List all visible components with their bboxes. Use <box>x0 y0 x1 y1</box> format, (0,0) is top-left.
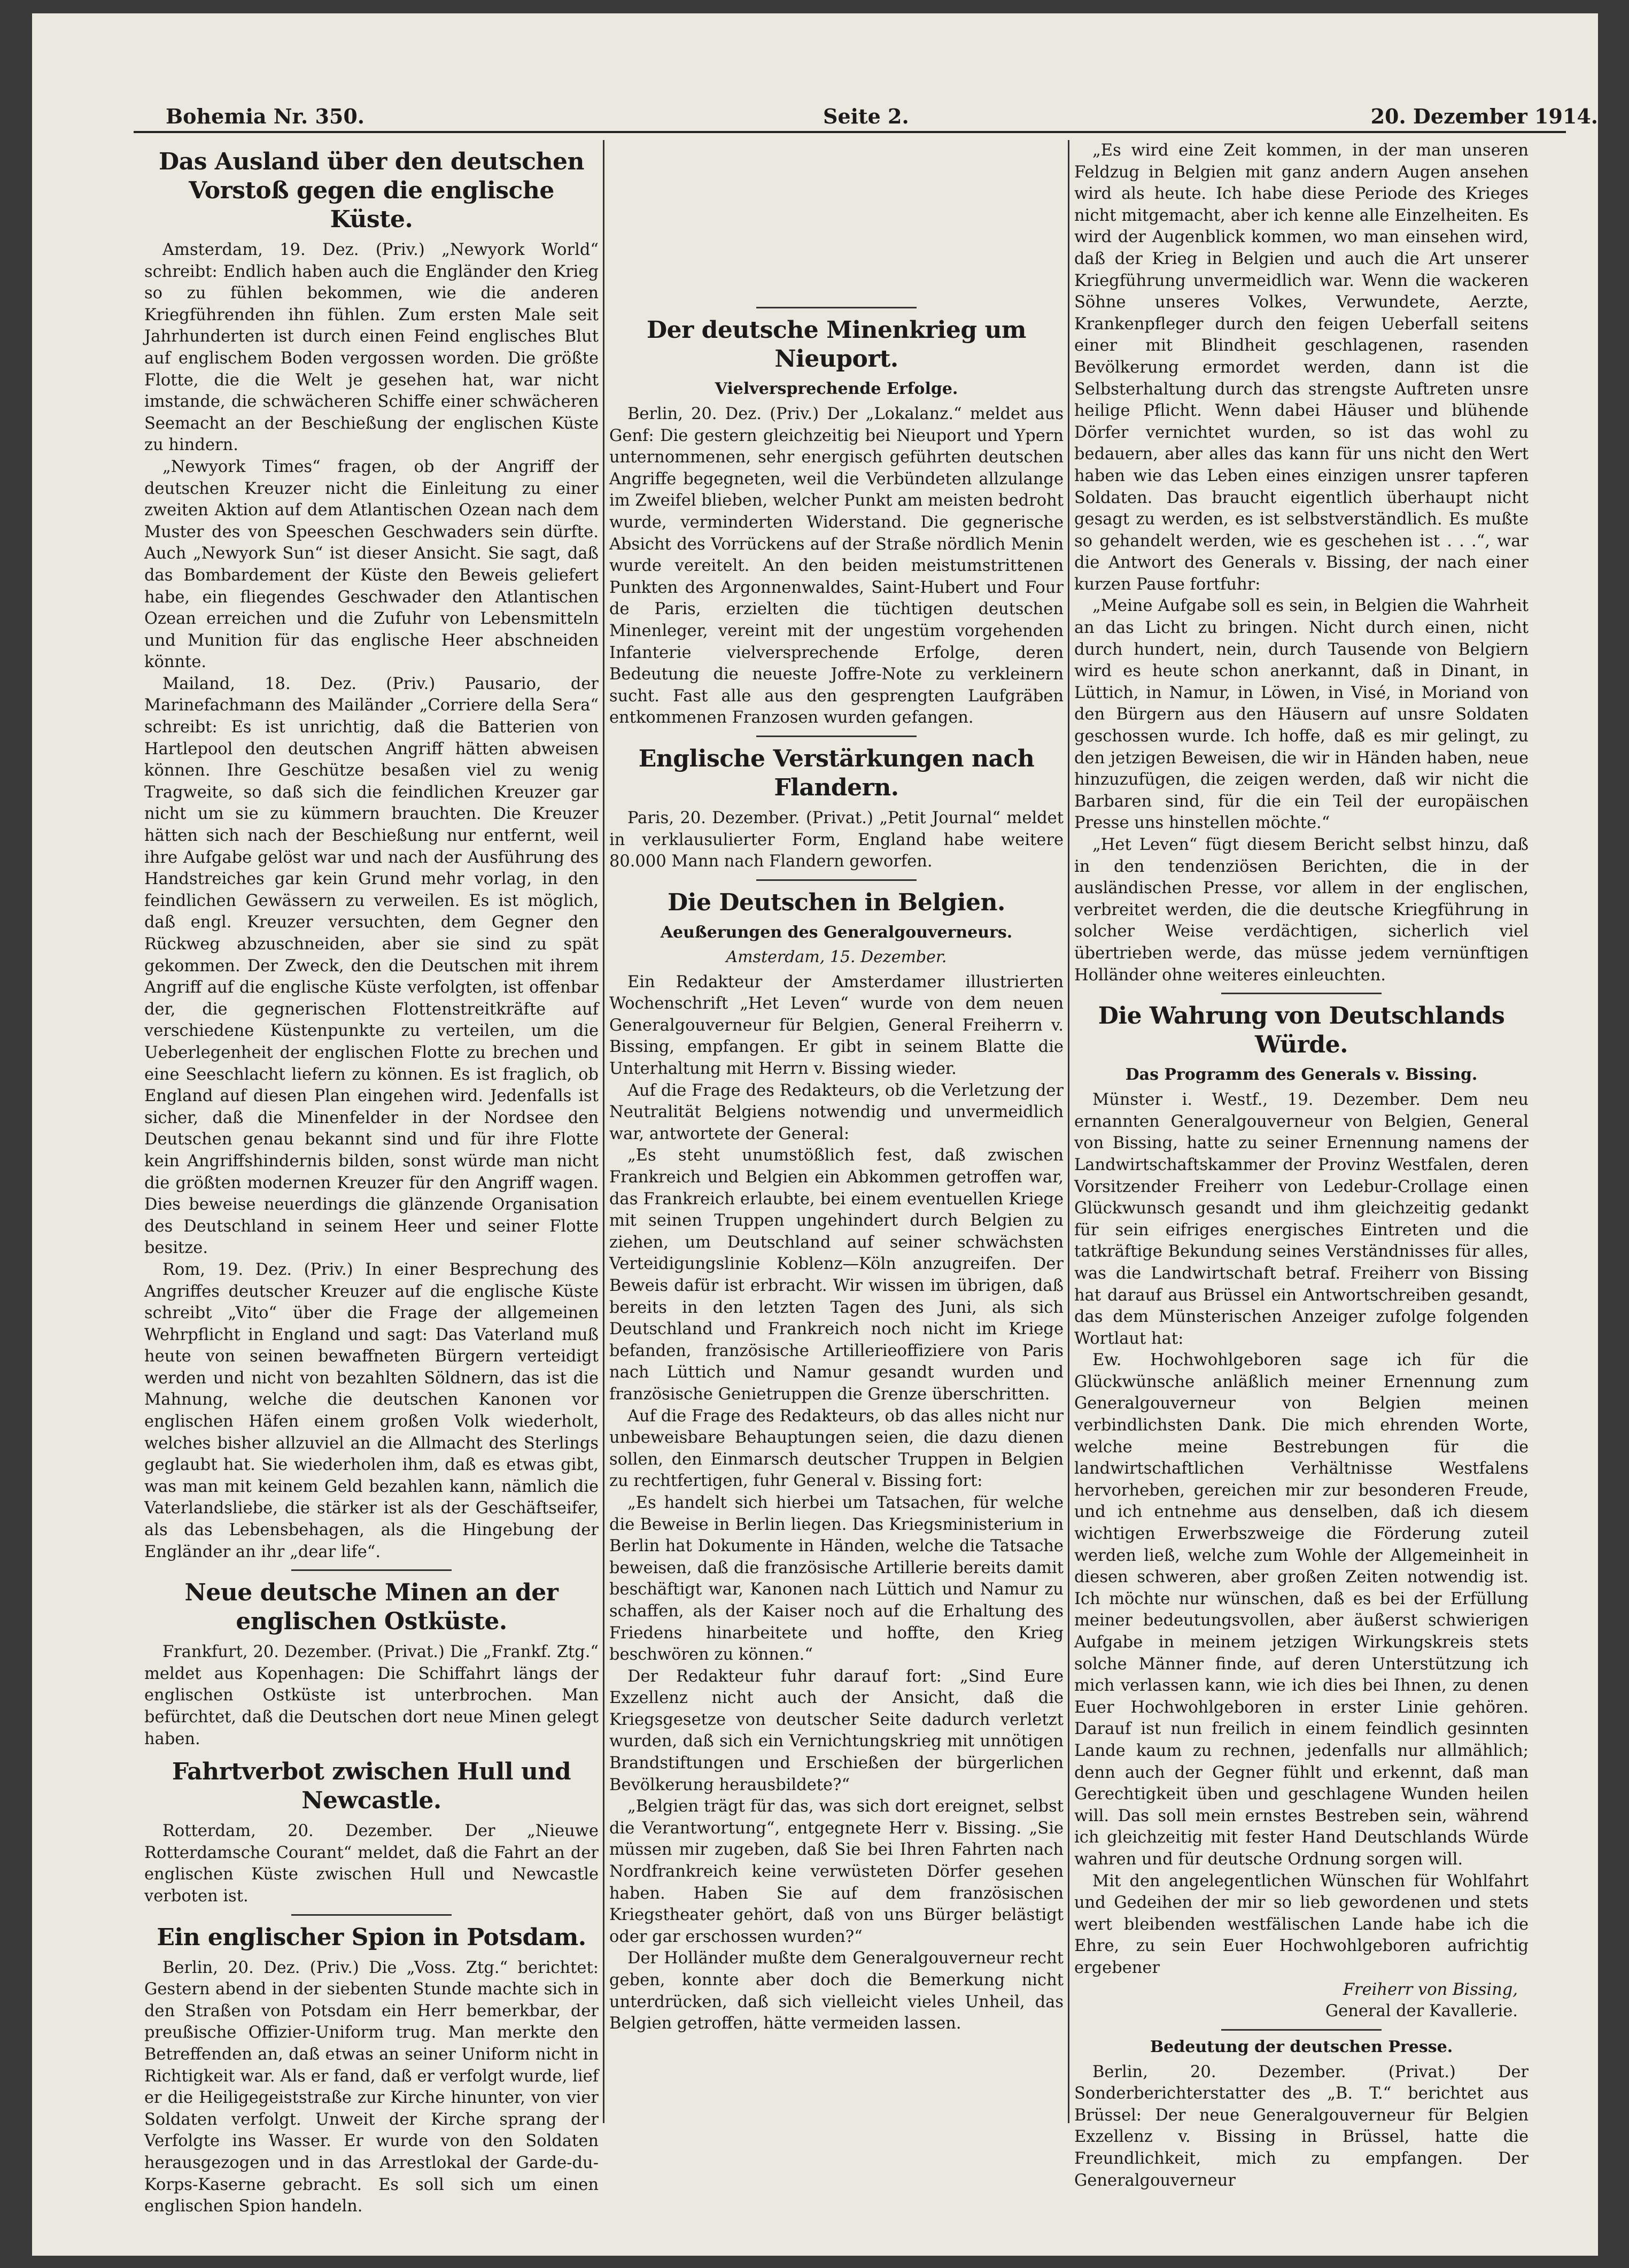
signature-name: Freiherr von Bissing, <box>1343 1980 1518 1999</box>
column-separator <box>1068 140 1069 2123</box>
divider <box>291 1569 452 1571</box>
paragraph: Berlin, 20. Dezember. (Privat.) Der Sonderberichterstatter des „B. T.“ berichtet aus Brüssel: Der neue Generalgouverneur für Belgien Exzellenz v. Bissing in Brüssel, hatte die Freundlichkeit, mich zu empfangen. Der Generalgouverneur <box>1074 2062 1529 2190</box>
headline-fahrtverbot: Fahrtverbot zwischen Hull und Newcastle. <box>172 1758 571 1815</box>
paragraph: Rotterdam, 20. Dezember. Der „Nieuwe Rotterdamsche Courant“ meldet, daß die Fahrt an der englischen Küste zwischen Hull und Newcastle verboten ist. <box>144 1822 599 1906</box>
header-issue: Bohemia Nr. 350. <box>166 104 365 128</box>
paragraph: „Meine Aufgabe soll es sein, in Belgien die Wahrheit an das Licht zu bringen. Nicht durch einen, nicht durch hundert, nein, durch Tausende von Belgiern wird es heute schon anerkannt, daß in Dinant, in Lüttich, in Namur, in Löwen, in Visé, in Moriand von den Bürgern aus den Häusern auf unsre Soldaten geschossen wurde. Ich hoffe, daß es mir gelingt, zu den jetzigen Beweisen, die wir in Händen haben, neue hinzuzufügen, die zeigen werden, daß wir nicht die Barbaren sind, für die ein Teil der europäischen Presse uns hinstellen möchte.“ <box>1074 597 1529 833</box>
paragraph: „Es handelt sich hierbei um Tatsachen, für welche die Beweise in Berlin liegen. Das Kriegsministerium in Berlin hat Dokumente in Händen, welche die Tatsache beweisen, daß die französische Artillerie bereits damit beschäftigt war, Kanonen nach Lüttich und Namur zu schaffen, als der Kaiser noch auf die Erhaltung des Friedens hinarbeitete und hoffte, den Krieg beschwören zu können.“ <box>609 1493 1064 1665</box>
headline-belgien: Die Deutschen in Belgien. <box>668 888 1005 916</box>
divider <box>1221 2029 1382 2031</box>
paragraph: „Newyork Times“ fragen, ob der Angriff der deutschen Kreuzer nicht die Einleitung zu einer zweiten Aktion auf dem Atlantischen Ozean nach dem Muster des von Speeschen Geschwaders sein dürfte. Auch „Newyork Sun“ ist dieser Ansicht. Sie sagt, daß das Bombardement der Küste den Beweis geliefert habe, ein fliegendes Geschwader den Atlantischen Ozean erreichen und die Zufuhr von Lebensmitteln und Munition für das englische Heer abschneiden könnte. <box>144 457 599 672</box>
paragraph: Ein Redakteur der Amsterdamer illustrierten Wochenschrift „Het Leven“ wurde von dem neuen Generalgouverneur für Belgien, General Freiherrn v. Bissing, empfangen. Er gibt in seinem Blatte die Unterhaltung mit Herrn v. Bissing wieder. <box>609 972 1064 1079</box>
spion-continuation-space <box>609 140 1064 300</box>
subheadline: Das Programm des Generals v. Bissing. <box>1125 1065 1478 1085</box>
paragraph: Mailand, 18. Dez. (Priv.) Pausario, der Marinefachmann des Mailänder „Corriere della Sera“ schreibt: Es ist unrichtig, daß die Batterien von Hartlepool den deutschen Angriff hätten abweisen können. Ihre Geschütze besaßen viel zu wenig Tragweite, so daß sich die feindlichen Kreuzer gar nicht um sie zu kümmern brauchten. Die Kreuzer hätten sich nach der Beschießung nur entfernt, weil ihre Aufgabe gelöst war und nach der Ausführung des Handstreiches gar kein Grund mehr vorlag, in den feindlichen Gewässern zu verweilen. Es ist möglich, daß engl. Kreuzer versuchten, dem Gegner den Rückweg abzuschneiden, aber sie sind zu spät gekommen. Der Zweck, den die Deutschen mit ihrem Angriff auf die englische Küste verfolgten, ist offenbar der, die gegnerischen Flottenstreitkräfte auf verschiedene Küstenpunkte zu verteilen, um die Ueberlegenheit der englischen Flotte zu brechen und eine Seeschlacht liefern zu können. Es ist fraglich, ob England auf diesen Plan eingehen wird. Jedenfalls ist sicher, daß die Minenfelder in der Nordsee den Deutschen genau bekannt sind und für ihre Flotte kein Angriffshindernis bilden, sonst würde man nicht die größten modernen Kreuzer für den Angriff wagen. Dies beweise neuerdings die glänzende Organisation des Deutschland in seinem Heer und seiner Flotte besitze. <box>144 674 599 1258</box>
paragraph: Mit den angelegentlichen Wünschen für Wohlfahrt und Gedeihen der mir so lieb gewordenen und stets wert bleibenden westfälischen Lande habe ich die Ehre, zu sein Euer Hochwohlgeboren aufrichtig ergebener <box>1074 1871 1529 1977</box>
paragraph: „Es steht unumstößlich fest, daß zwischen Frankreich und Belgien ein Abkommen getroffen war, das Frankreich erlaubte, bei einem eventuellen Kriege mit seinen Truppen ungehindert durch Belgien zu ziehen, um Deutschland auf seiner schwächsten Verteidigungslinie Koblenz—Köln anzugreifen. Der Beweis dafür ist erbracht. Wir wissen im übrigen, daß bereits in den letzten Tagen des Juni, als sich Deutschland und Frankreich noch nicht im Kriege befanden, französische Artillerieoffiziere von Paris nach Lüttich und Namur gesandt wurden und französische Genietruppen die Grenze überschritten. <box>609 1146 1064 1404</box>
paragraph: Paris, 20. Dezember. (Privat.) „Petit Journal“ meldet in verklausulierter Form, England habe weitere 80.000 Mann nach Flandern geworfen. <box>609 808 1064 871</box>
headline-presse: Bedeutung der deutschen Presse. <box>1150 2037 1453 2056</box>
divider <box>756 879 917 881</box>
headline-ausland: Das Ausland über den deutschen Vorstoß gegen die englische Küste. <box>159 148 584 233</box>
headline-wuerde: Die Wahrung von Deutschlands Würde. <box>1098 1002 1505 1059</box>
header-page-number: Seite 2. <box>823 104 909 128</box>
paragraph: „Het Leven“ fügt diesem Bericht selbst hinzu, daß in den tendenziösen Berichten, die in der ausländischen Presse, vor allem in der englischen, verbreitet werden, die die deutsche Kriegführung in solcher Weise verdächtigen, sicherlich viel übertrieben werde, das müsse jedem vernünftigen Holländer ohne weiteres einleuchten. <box>1074 835 1529 985</box>
header-rule <box>134 131 1566 133</box>
divider <box>1221 993 1382 994</box>
page-header <box>166 94 1598 142</box>
paragraph: Auf die Frage des Redakteurs, ob das alles nicht nur unbeweisbare Behauptungen seien, die dazu dienen sollen, den Einmarsch deutscher Truppen in Belgien zu rechtfertigen, fuhr General v. Bissing fort: <box>609 1406 1064 1491</box>
headline-spion: Ein englischer Spion in Potsdam. <box>157 1923 586 1951</box>
paragraph: Berlin, 20. Dez. (Priv.) Der „Lokalanz.“ meldet aus Genf: Die gestern gleichzeitig bei Nieuport und Ypern unternommenen, sehr energisch geführten deutschen Angriffe begegneten, weil die Verbündeten allzulange im Zweifel blieben, welcher Punkt am meisten bedroht wurde, verminderten Widerstand. Die gegnerische Absicht des Vorrückens auf der Straße nördlich Menin wurde vereitelt. An den beiden meistumstrittenen Punkten des Argonnenwaldes, Saint-Hubert und Four de Paris, erzielten die tüchtigen deutschen Minenleger, vereint mit der ungestüm vorgehenden Infanterie vielversprechende Erfolge, deren Bedeutung die neueste Joffre-Note zu verkleinern sucht. Fast alle aus den gesprengten Laufgräben entkommenen Franzosen wurden gefangen. <box>609 405 1064 727</box>
column-1 <box>144 140 599 2216</box>
column-3 <box>1074 140 1529 2190</box>
headline-neue-minen: Neue deutsche Minen an der englischen Ostküste. <box>184 1579 558 1636</box>
divider <box>756 307 917 308</box>
paragraph: Rom, 19. Dez. (Priv.) In einer Besprechung des Angriffes deutscher Kreuzer auf die englische Küste schreibt „Vito“ über die Frage der allgemeinen Wehrpflicht in England und sagt: Das Vaterland muß heute von seinen bewaffneten Bürgern verteidigt werden und nicht von bezahlten Söldnern, das ist die Mahnung, welche die deutschen Kanonen vor englischen Häfen einem großen Volk wiederholt, welches bisher allzuviel an die Allmacht des Sterlings geglaubt hat. Sie wiederholen ihm, daß es etwas gibt, was man mit keinem Geld bezahlen kann, nämlich die Vaterlandsliebe, die stärker ist als der Geschäftseifer, als das Lebensbehagen, als die Hingebung der Engländer an ihr „dear life“. <box>144 1260 599 1561</box>
paragraph: „Belgien trägt für das, was sich dort ereignet, selbst die Verantwortung“, entgegnete Herr v. Bissing. „Sie müssen mir zugeben, daß Sie bei Ihren Fahrten nach Nordfrankreich keine verwüsteten Dörfer gesehen haben. Haben Sie auf dem französischen Kriegstheater gehört, daß von uns Bürger belästigt oder gar erschossen wurden?“ <box>609 1797 1064 1946</box>
column-separator <box>603 140 604 2123</box>
paragraph: Frankfurt, 20. Dezember. (Privat.) Die „Frankf. Ztg.“ meldet aus Kopenhagen: Die Schiffahrt längs der englischen Ostküste ist unterbrochen. Man befürchtet, daß die Deutschen dort neue Minen gelegt haben. <box>144 1643 599 1748</box>
paragraph: Ew. Hochwohlgeboren sage ich für die Glückwünsche anläßlich meiner Ernennung zum Generalgouverneur von Belgien meinen verbindlichsten Dank. Die mich ehrenden Worte, welche meine Bestrebungen für die landwirtschaftlichen Verhältnisse Westfalens hervorheben, gereichen mir zur besonderen Freude, und ich entnehme aus denselben, daß ich diesem wichtigen Erwerbszweige die Förderung zuteil werden ließ, welche zum Wohle der Allgemeinheit in diesen schweren, aber großen Zeiten notwendig ist. Ich möchte nur wünschen, daß es bei der Erfüllung meiner bedeutungsvollen, aber äußerst schwierigen Aufgabe in meinem jetzigen Wirkungskreis stets solche Männer finde, auf deren Unterstützung ich mich verlassen kann, wie ich dies bei Ihnen, zu denen Euer Hochwohlgeboren in erster Linie gehören. Darauf ist nun freilich in einem feindlich gesinnten Lande kaum zu rechnen, jedenfalls nur allmählich; denn auch der Gegner fühlt und erkennt, daß man Gerechtigkeit üben und geschlagene Wunden heilen will. Das soll mein ernstes Bestreben sein, während ich gleichzeitig mit fester Hand Deutschlands Würde wahren und für deutsche Ordnung sorgen will. <box>1074 1351 1529 1869</box>
paragraph: Der Redakteur fuhr darauf fort: „Sind Eure Exzellenz nicht auch der Ansicht, daß die Kriegsgesetze von deutscher Seite dadurch verletzt wurden, daß sich ein Vernichtungskrieg mit unnötigen Brandstiftungen und Erschießen der bürgerlichen Bevölkerung herausbildete?“ <box>609 1667 1064 1794</box>
headline-minenkrieg: Der deutsche Minenkrieg um Nieuport. <box>647 316 1026 373</box>
dateline: Amsterdam, 15. Dezember. <box>726 947 947 966</box>
paragraph: Der Holländer mußte dem Generalgouverneur recht geben, konnte aber doch die Bemerkung nicht unterdrücken, daß sich vielleicht vieles Unheil, das Belgien getroffen, hätte vermeiden lassen. <box>609 1949 1064 2033</box>
headline-verstaerkungen: Englische Verstärkungen nach Flandern. <box>638 745 1035 801</box>
paragraph: Auf die Frage des Redakteurs, ob die Verletzung der Neutralität Belgiens notwendig und unvermeidlich war, antwortete der General: <box>609 1081 1064 1143</box>
divider <box>291 1914 452 1916</box>
column-2 <box>609 140 1064 2123</box>
signature-rank: General der Kavallerie. <box>1325 2002 1518 2021</box>
divider <box>756 736 917 737</box>
paragraph: „Es wird eine Zeit kommen, in der man unseren Feldzug in Belgien mit ganz andern Augen ansehen wird als heute. Ich habe diese Periode des Krieges nicht mitgemacht, aber ich kenne alle Einzelheiten. Es wird der Augenblick kommen, wo man einsehen wird, daß der Krieg in Belgien und auch die Art unserer Kriegführung unvermeidlich war. Wenn die wackeren Söhne unseres Volkes, Verwundete, Aerzte, Krankenpfleger durch den feigen Ueberfall seitens einer mit Blindheit geschlagenen, rasenden Bevölkerung ermordet werden, dann ist die Selbsterhaltung durch das strengste Auftreten unsre heilige Pflicht. Wenn dabei Häuser und blühende Dörfer vernichtet wurden, so ist das wohl zu bedauern, aber alles das kann für uns nicht den Wert haben wie das Leben eines einzigen unsrer tapferen Soldaten. Das braucht eigentlich überhaupt nicht gesagt zu werden, es ist selbstverständlich. Es mußte so gehandelt werden, wie es geschehen ist . . .“, war die Antwort des Generals v. Bissing, der nach einer kurzen Pause fortfuhr: <box>1074 141 1529 594</box>
subheadline: Vielversprechende Erfolge. <box>715 380 958 398</box>
header-date: 20. Dezember 1914. <box>1370 104 1598 128</box>
subheadline: Aeußerungen des Generalgouverneurs. <box>660 923 1013 942</box>
paragraph: Berlin, 20. Dez. (Priv.) Die „Voss. Ztg.“ berichtet: Gestern abend in der siebenten Stunde machte sich in den Straßen von Potsdam ein Herr bemerkbar, der preußische Offizier-Uniform trug. Man merkte den Betreffenden an, daß etwas an seiner Uniform nicht in Richtigkeit war. Als er fand, daß er verfolgt wurde, lief er die Heiligegeiststraße zur Kirche hinunter, von vier Soldaten verfolgt. Unweit der Kirche sprang der Verfolgte ins Wasser. Er wurde von den Soldaten herausgezogen und in das Arrestlokal der Garde-du-Korps-Kaserne gebracht. Es soll sich um einen englischen Spion handeln. <box>144 1958 599 2216</box>
paragraph: Münster i. Westf., 19. Dezember. Dem neu ernannten Generalgouverneur von Belgien, General von Bissing, hatte zu seiner Ernennung namens der Landwirtschaftskammer der Provinz Westfalen, deren Vorsitzender Freiherr von Ledebur-Crollage einen Glückwunsch gesandt und ihm gleichzeitig gedankt für sein eifriges energisches Eintreten und die tatkräftige Bekundung seines Verständnisses für alles, was die Landwirtschaft betraf. Freiherr von Bissing hat darauf aus Brüssel ein Antwortschreiben gesandt, das dem Münsterischen Anzeiger zufolge folgenden Wortlaut hat: <box>1074 1090 1529 1348</box>
paragraph: Amsterdam, 19. Dez. (Priv.) „Newyork World“ schreibt: Endlich haben auch die Engländer den Krieg so zu fühlen bekommen, wie die anderen Kriegführenden ihn fühlen. Zum ersten Male seit Jahrhunderten ist durch einen Feind englisches Blut auf englischem Boden vergossen worden. Die größte Flotte, die die Welt je gesehen hat, war nicht imstande, die schwächeren Schiffe einer schwächeren Seemacht an der Beschießung der englischen Küste zu hindern. <box>144 241 599 455</box>
